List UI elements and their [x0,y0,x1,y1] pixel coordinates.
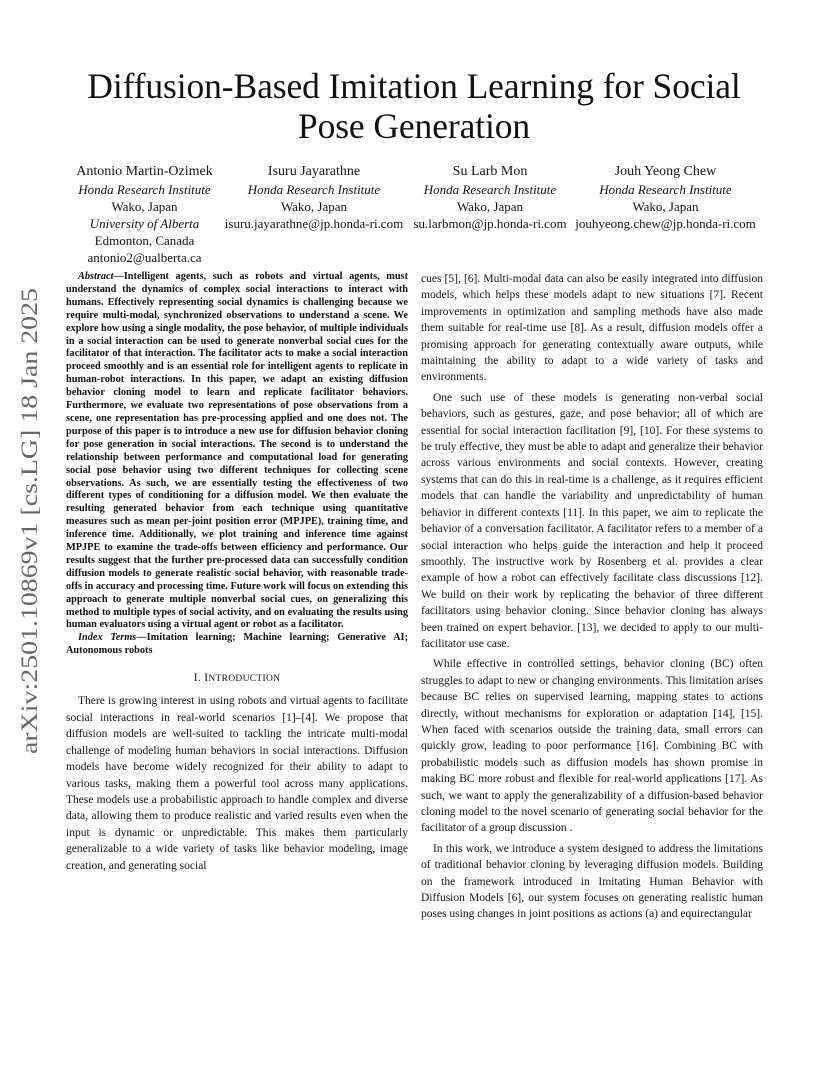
abstract [66,271,408,632]
author-name: Jouh Yeong Chew [614,164,717,179]
author-affiliation: Honda Research Institute [423,182,557,197]
index-terms [66,632,408,658]
section-title-initial: I [204,672,209,685]
intro-paragraph-1: There is growing interest in using robots and virtual agents to facilitate social interactions in real-world scenarios [1]–[4]. We propose that diffusion models are well-suited to tackling the intricate multi-modal challenge of modeling human behaviors in social interactions. Diffusion models have become widely recognized for their ability to adapt to various tasks, making them a powerful tool across many applications. These models use a probabilistic approach to handle complex and diverse data, allowing them to produce realistic and varied results even when the input is dynamic or unpredictable. This makes them particularly generalizable to a wide variety of tasks like behavior modeling, image creation, and generating social [66,695,408,872]
author-location: Wako, Japan [111,199,178,214]
author-email: su.larbmon@jp.honda-ri.com [413,216,567,231]
author-affiliation: Honda Research Institute [247,182,381,197]
author-block-4 [573,163,758,232]
author-location: Wako, Japan [280,199,348,214]
author-block-1 [62,163,227,266]
author-name: Isuru Jayarathne [267,164,361,179]
left-column [66,271,408,874]
author-location: Wako, Japan [456,199,524,214]
abstract-text: —Intelligent agents, such as robots and virtual agents, must understand the dynamics of complex social interactions to interact with humans. Effectively representing social dynamics is challenging because we require multi-modal, synchronized observations to understand a scene. We explore how using a single modality, the pose behavior, of multiple individuals in a social interaction can be used to generate nonverbal social cues for the facilitator of that interaction. The facilitator acts to make a social interaction proceed smoothly and is an essential role for intelligent agents to replicate in human-robot interactions. In this paper, we adapt an existing diffusion behavior cloning model to learn and replicate facilitator behaviors. Furthermore, we evaluate two representations of pose observations from a scene, one representation has pre-processing applied and one does not. The purpose of this paper is to introduce a new use for diffusion behavior cloning for pose generation in social interactions. The second is to understand the relationship between performance and computational load for generating social pose behavior using two different techniques for collecting scene observations. As such, we are essentially testing the effectiveness of two different types of conditioning for a diffusion model. We then evaluate the resulting generated behavior from each technique using quantitative measures such as mean per-joint position error (MPJPE), training time, and inference time. Additionally, we plot training and inference time against MPJPE to examine the trade-offs between efficiency and performance. Our results suggest that the further pre-processed data can successfully condition diffusion models to generate realistic social behavior, with reasonable trade-offs in accuracy and processing time. Future work will focus on extending this approach to generate multiple nonverbal social cues, on generalizing this method to multiple types of social activity, and on evaluating the results using human evaluators using a virtual agent or robot as a facilitator. [66,271,408,631]
body-paragraph: One such use of these models is generating non-verbal social behaviors, such as gestures, gaze, and pose behavior; all of which are essential for social interaction facilitation [9], [10]. For these systems to be truly effective, they must be able to adapt and generalize their behavior across various environments and social contexts. However, creating systems that can do this in real-time is a challenge, as it requires efficient models that can handle the variability and unpredictability of human behavior in different contexts [11]. In this paper, we aim to replicate the behavior of a conversation facilitator. A facilitator refers to a member of a social interaction who helps guide the interaction and help it proceed smoothly. The instructive work by Rosenberg et al. provides a clear example of how a robot can effectively facilitate class discussions [12]. We build on their work by replicating the behavior of three different facilitators using behavior cloning. Since behavior cloning has always been trained on expert behavior. [13], we decided to apply to our multi-facilitator use case. [421,391,763,650]
author-block-3 [405,163,575,232]
body-paragraph: In this work, we introduce a system designed to address the limitations of traditional behavior cloning by leveraging diffusion models. Building on the framework introduced in Imitating Human Behavior with Diffusion Models [6], our system focuses on generating realistic human poses using changes in joint positions as actions (a) and equirectangular [421,842,763,921]
section-number: I. [193,672,202,685]
right-column [421,271,763,927]
body-paragraph: cues [5], [6]. Multi-modal data can also be easily integrated into diffusion models, which helps these models adapt to new situations [7]. Recent improvements in optimization and sampling methods have also made them suitable for real-time use [8]. As a result, diffusion models offer a promising approach for generating contextually aware outputs, while maintaining the ability to adapt to a wide variety of tasks and environments. [421,273,763,384]
arxiv-identifier [8,286,48,756]
section-title-rest: NTRODUCTION [208,674,281,685]
body-paragraph: While effective in controlled settings, behavior cloning (BC) often struggles to adapt to new or changing environments. This limitation arises because BC relies on supervised learning, mapping states to actions directly, without mechanisms for exploration or adaptation [14], [15]. When faced with scenarios outside the training data, small errors can quickly grow, leading to poor performance [16]. Combining BC with probabilistic models such as diffusion models has shown promise in making BC more robust and flexible for real-world applications [17]. As such, we want to apply the generalizability of a diffusion-based behavior cloning model to the novel scenario of generating social behavior for the facilitator of a group discussion . [421,658,763,835]
author-affiliation-2: University of Alberta [89,216,200,231]
author-name: Antonio Martin-Ozimek [76,164,213,179]
section-heading-introduction [66,670,408,687]
author-block-2 [223,163,405,232]
author-email: jouhyeong.chew@jp.honda-ri.com [575,216,756,231]
index-terms-text: —Imitation learning; Machine learning; Generative AI; Autonomous robots [66,632,408,657]
abstract-label: Abstract [78,271,114,282]
paper-title: Diffusion-Based Imitation Learning for Social Pose Generation [87,66,741,146]
author-name: Su Larb Mon [452,164,528,179]
author-affiliation: Honda Research Institute [599,182,732,197]
author-email: antonio2@ualberta.ca [87,250,202,265]
author-email: isuru.jayarathne@jp.honda-ri.com [224,216,404,231]
index-terms-label: Index Terms [78,632,137,644]
author-affiliation: Honda Research Institute [78,182,211,197]
arxiv-id-text: arXiv:2501.10869v1 [cs.LG] 18 Jan 2025 [17,369,42,754]
author-location: Wako, Japan [632,199,699,214]
author-location-2: Edmonton, Canada [94,233,195,248]
